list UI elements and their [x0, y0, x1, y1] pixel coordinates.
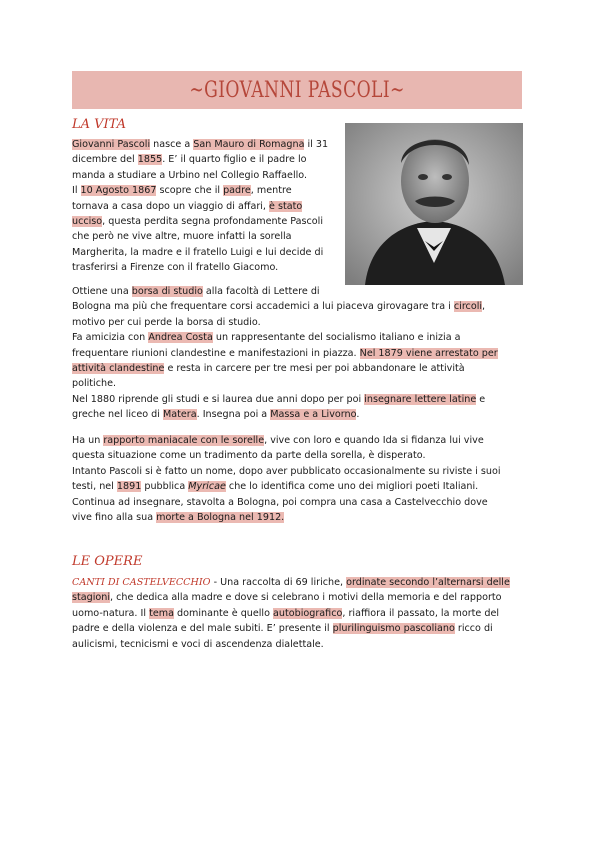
text-span: Bologna ma più che frequentare corsi accademici a lui piaceva girovagare tra i: [72, 301, 454, 313]
text-line: [72, 299, 498, 314]
highlighted-text: insegnare lettere latine: [364, 393, 477, 405]
text-span: - Una raccolta di 69 liriche,: [210, 577, 347, 588]
section-heading-vita: LA VITA: [72, 117, 127, 132]
text-line: [72, 346, 498, 361]
text-span: testi, nel: [72, 481, 117, 493]
highlighted-text: ucciso: [72, 216, 103, 228]
text-span: , che dedica alla madre e dove si celebrano i motivi della memoria e del rapporto: [110, 592, 502, 604]
text-span: aulicismi, tecnicismi e voci di ascendenza dialettale.: [72, 638, 324, 650]
text-line: [72, 637, 510, 652]
highlighted-text: Andrea Costa: [148, 332, 213, 344]
text-line: [72, 606, 510, 621]
highlighted-text: Matera: [162, 409, 197, 421]
opere-paragraph: [72, 575, 510, 652]
highlighted-text: attività clandestine: [72, 363, 165, 375]
work-title: CANTI DI CASTELVECCHIO: [72, 577, 211, 588]
highlighted-text: rapporto maniacale con le sorelle: [103, 435, 265, 446]
highlighted-text: Myricae: [188, 481, 226, 493]
text-span: . Insegna poi a: [196, 409, 271, 421]
text-line: [72, 284, 498, 299]
highlighted-text: circoli: [453, 301, 483, 313]
text-span: politiche.: [72, 378, 117, 390]
text-span: alla facoltà di Lettere di: [202, 286, 320, 297]
text-span: Il: [72, 185, 81, 197]
highlighted-text: Massa e a Livorno: [270, 409, 357, 421]
text-line: [72, 407, 498, 422]
text-line: [72, 152, 328, 167]
text-span: Fa amicizia con: [72, 332, 149, 344]
text-span: questa situazione come un tradimento da parte della sorella, è disperato.: [72, 450, 426, 462]
text-span: Continua ad insegnare, stavolta a Bologna, poi compra una casa a Castelvecchio dove: [72, 496, 488, 508]
highlighted-text: borsa di studio: [131, 286, 203, 297]
vita-paragraph-1: [72, 137, 328, 276]
text-line: [72, 183, 328, 198]
text-span: frequentare riunioni clandestine e manifestazioni in piazza.: [72, 347, 360, 359]
text-line: [72, 330, 498, 345]
text-line: [72, 199, 328, 214]
highlighted-text: Giovanni Pascoli: [72, 139, 151, 150]
section-heading-opere: LE OPERE: [72, 554, 143, 569]
text-span: , vive con loro e quando Ida si fidanza lui vive: [264, 435, 484, 446]
text-span: padre e della violenza e del male subiti. E’ presente il: [72, 623, 333, 635]
text-span: . E’ il quarto figlio e il padre lo: [162, 154, 307, 166]
highlighted-text: autobiografico: [273, 607, 343, 619]
text-line: [72, 448, 501, 463]
text-line: [72, 392, 498, 407]
page-title: ~GIOVANNI PASCOLI~: [189, 77, 405, 103]
text-span: motivo per cui perde la borsa di studio.: [72, 316, 261, 328]
text-line: [72, 590, 510, 605]
vita-paragraph-2: [72, 284, 498, 423]
highlighted-text: è stato: [269, 200, 303, 212]
text-span: greche nel liceo di: [72, 409, 163, 421]
text-span: , riaffiora il passato, la morte del: [342, 607, 500, 619]
text-line: [72, 376, 498, 391]
text-line: [72, 245, 328, 260]
text-line: [72, 575, 510, 590]
text-span: uomo-natura. Il: [72, 607, 150, 619]
portrait-photo: [345, 123, 523, 285]
text-line: [72, 510, 501, 525]
text-span: , questa perdita segna profondamente Pascoli: [102, 216, 323, 228]
text-span: manda a studiare a Urbino nel Collegio Raffaello.: [72, 169, 308, 181]
text-span: e resta in carcere per tre mesi per poi abbandonare le attività: [164, 363, 465, 375]
highlighted-text: stagioni: [72, 592, 111, 604]
text-span: ,: [482, 301, 486, 313]
text-line: [72, 361, 498, 376]
highlighted-text: 10 Agosto 1867: [80, 185, 157, 197]
text-span: dominante è quello: [173, 607, 274, 619]
text-line: [72, 621, 510, 636]
text-span: Ha un: [72, 435, 104, 446]
highlighted-text: morte a Bologna nel 1912.: [156, 512, 285, 524]
text-span: pubblica: [141, 481, 189, 493]
text-line: [72, 137, 328, 152]
text-line: [72, 464, 501, 479]
highlighted-text: ordinate secondo l’alternarsi delle: [346, 577, 510, 588]
highlighted-text: Nel 1879 viene arrestato per: [359, 347, 498, 359]
text-line: [72, 495, 501, 510]
text-span: trasferirsi a Firenze con il fratello Giacomo.: [72, 262, 279, 274]
text-span: dicembre del: [72, 154, 138, 166]
text-span: e: [476, 393, 486, 405]
text-span: Ottiene una: [72, 286, 132, 297]
highlighted-text: padre: [223, 185, 251, 197]
text-span: scopre che il: [156, 185, 224, 197]
text-line: [72, 168, 328, 183]
text-span: ricco di: [454, 623, 493, 635]
text-span: , mentre: [250, 185, 292, 197]
text-line: [72, 479, 501, 494]
text-span: nasce a: [150, 139, 194, 150]
text-span: che lo identifica come uno dei migliori poeti Italiani.: [225, 481, 479, 493]
text-line: [72, 229, 328, 244]
text-span: il 31: [304, 139, 329, 150]
text-line: [72, 214, 328, 229]
title-banner: [72, 71, 522, 109]
highlighted-text: 1855: [137, 154, 163, 166]
text-line: [72, 260, 328, 275]
text-span: Margherita, la madre e il fratello Luigi e lui decide di: [72, 246, 324, 258]
text-span: che però ne vive altre, muore infatti la sorella: [72, 231, 292, 243]
vita-paragraph-3: [72, 433, 501, 525]
highlighted-text: tema: [149, 607, 174, 619]
text-line: [72, 433, 501, 448]
text-span: Nel 1880 riprende gli studi e si laurea due anni dopo per poi: [72, 393, 365, 405]
highlighted-text: plurilinguismo pascoliano: [332, 623, 455, 635]
text-span: .: [356, 409, 360, 421]
text-span: tornava a casa dopo un viaggio di affari,: [72, 200, 270, 212]
text-span: vive fino alla sua: [72, 512, 157, 524]
text-span: un rappresentante del socialismo italiano e inizia a: [212, 332, 461, 344]
text-span: Intanto Pascoli si è fatto un nome, dopo aver pubblicato occasionalmente su riviste i suoi: [72, 465, 501, 477]
highlighted-text: 1891: [116, 481, 142, 493]
text-line: [72, 315, 498, 330]
highlighted-text: San Mauro di Romagna: [193, 139, 305, 150]
